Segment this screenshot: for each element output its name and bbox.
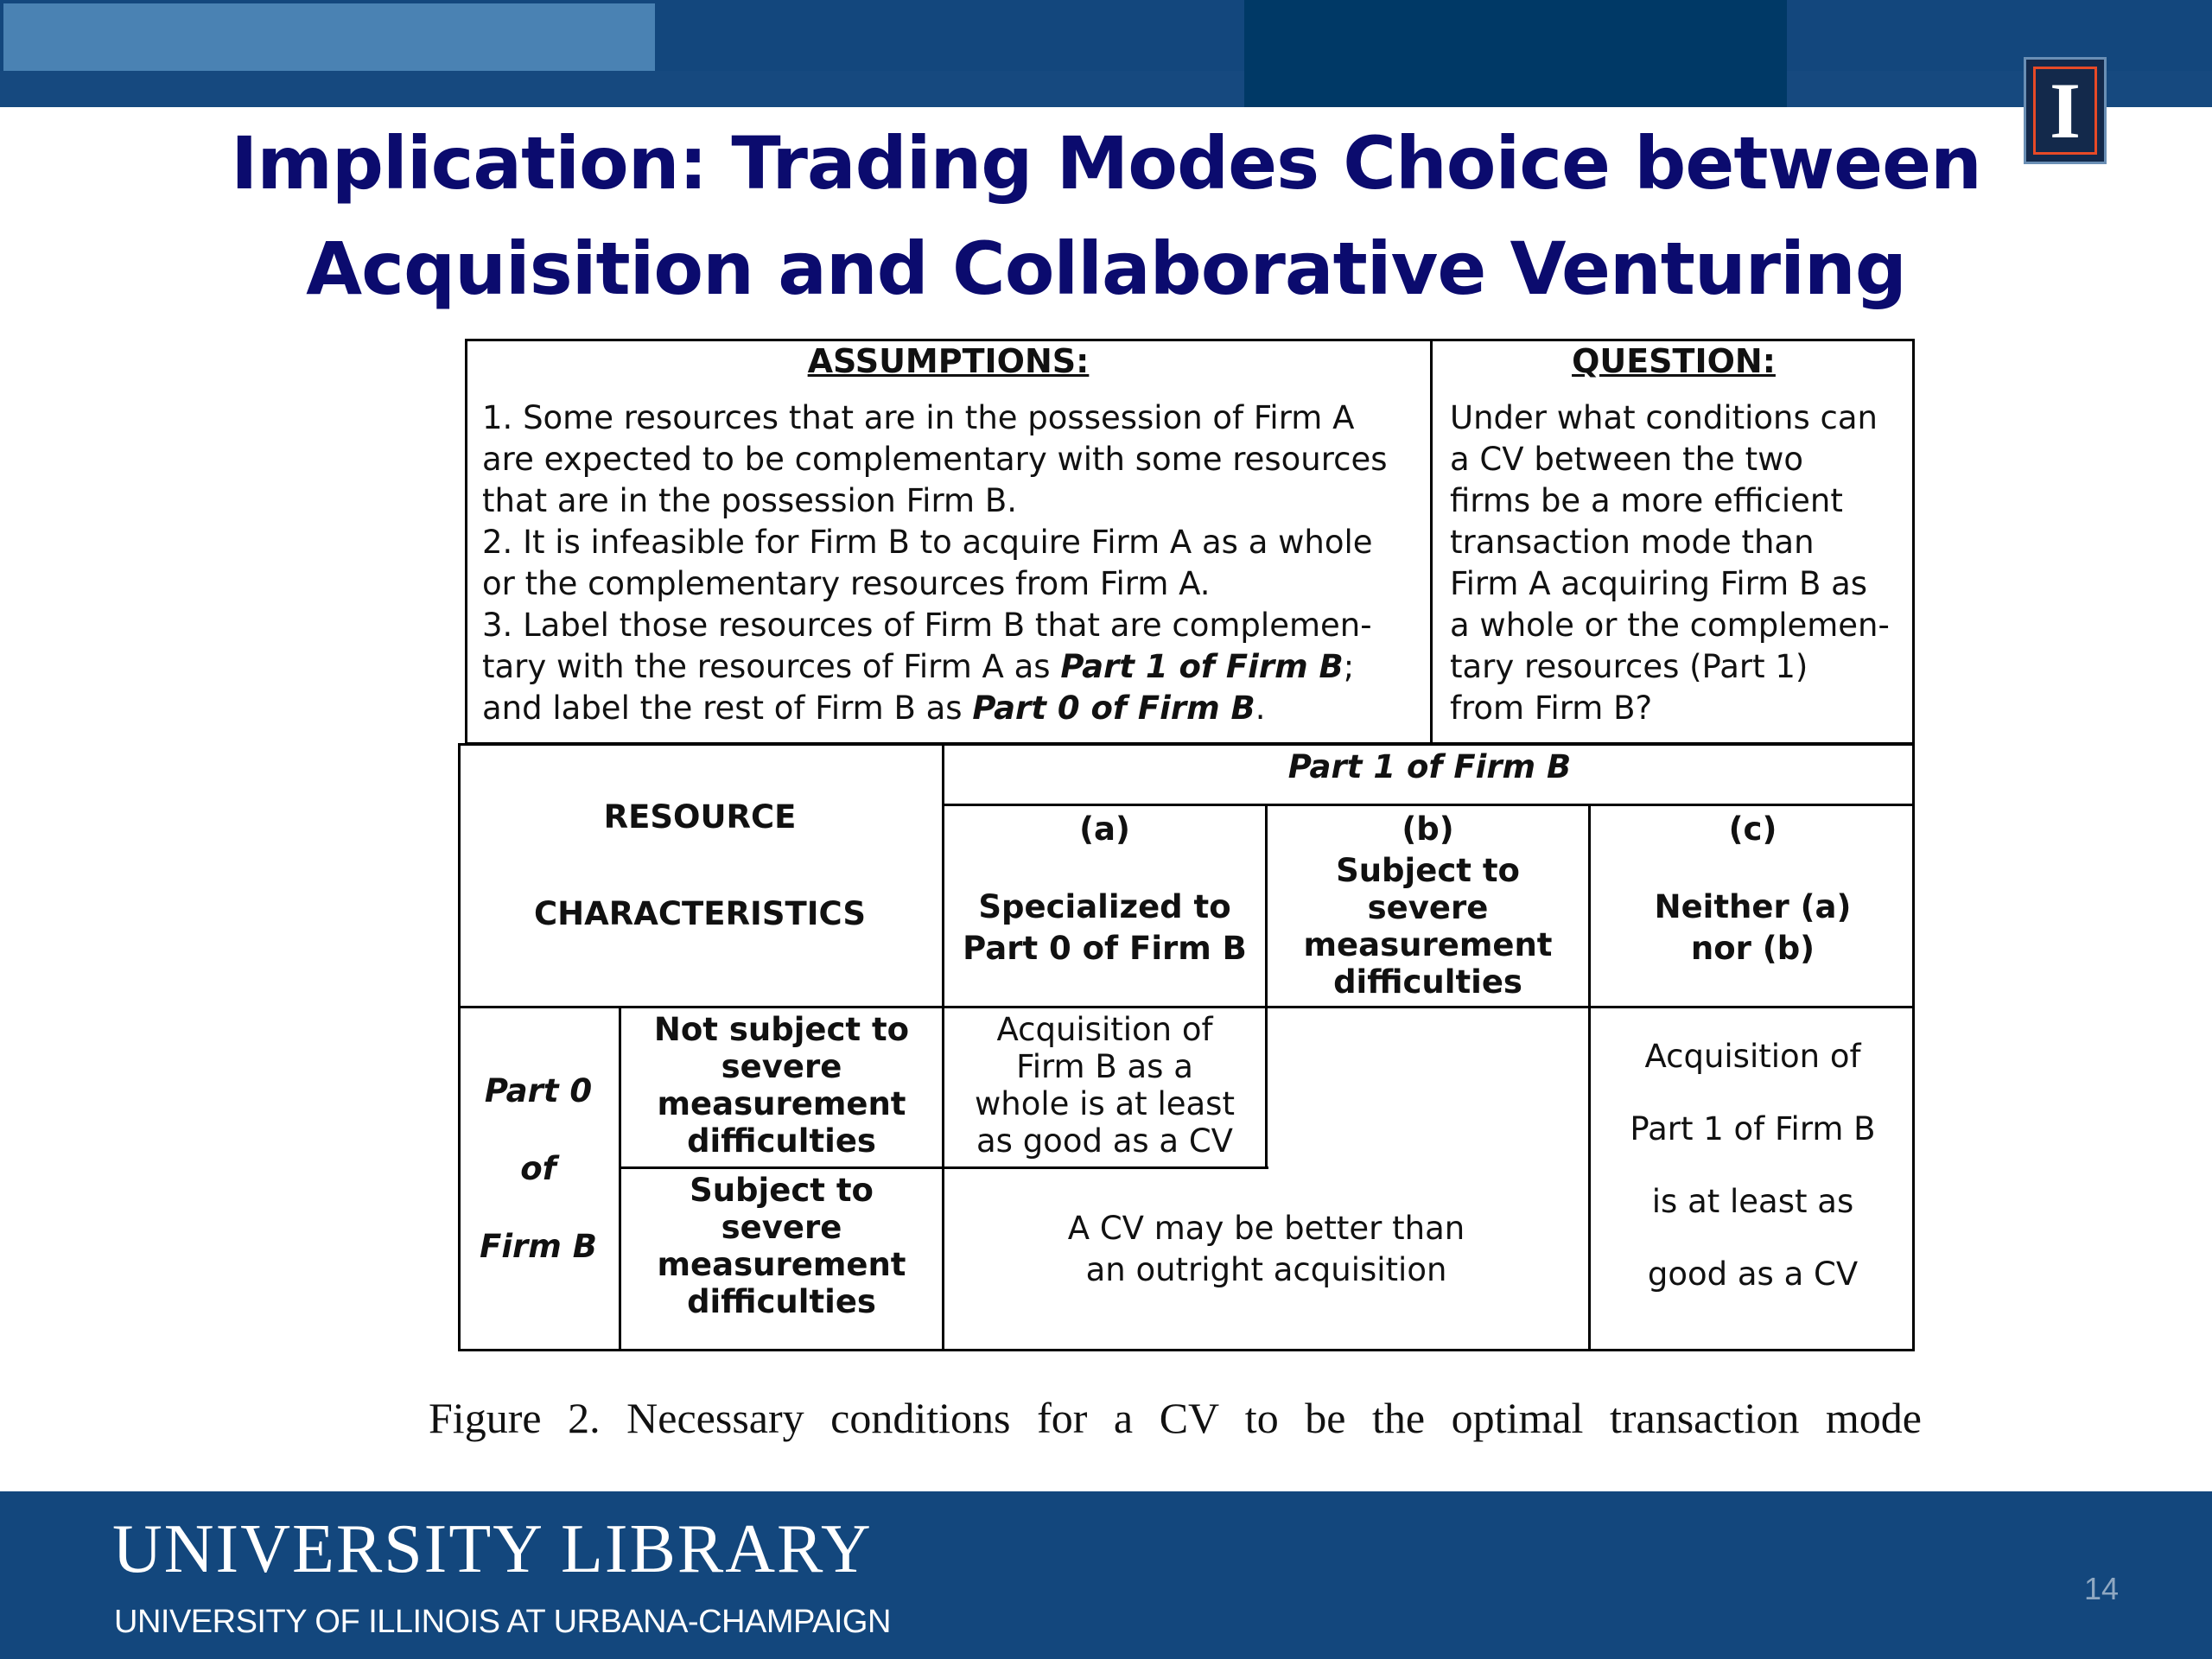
banner-base bbox=[0, 71, 2212, 107]
cell-cv-better: A CV may be better than an outright acquisition bbox=[1067, 1210, 1465, 1288]
title-line-1: Implication: Trading Modes Choice between bbox=[231, 121, 1981, 206]
banner-light-segment bbox=[3, 3, 655, 71]
resource-label: RESOURCE bbox=[603, 798, 797, 836]
top-banner bbox=[0, 0, 2212, 107]
assumption-1: 1. Some resources that are in the possession of Firm A are expected to be complementary with some resources that are in the possession Firm B. bbox=[482, 399, 1388, 519]
footer-banner bbox=[0, 1491, 2212, 1659]
assumption-3-text-c: ; and label the rest of Firm B as bbox=[482, 648, 1355, 727]
assumption-3 bbox=[482, 605, 1429, 729]
library-name: UNIVERSITY LIBRARY bbox=[112, 1511, 873, 1587]
question-header: QUESTION: bbox=[1572, 342, 1776, 380]
assumptions-header: ASSUMPTIONS: bbox=[807, 342, 1090, 380]
col-b-label: Subject to severe measurement difficulties bbox=[1303, 852, 1553, 1001]
banner-dark-segment bbox=[1244, 0, 1787, 107]
col-a-label: Specialized to Part 0 of Firm B bbox=[963, 888, 1247, 967]
characteristics-label: CHARACTERISTICS bbox=[534, 895, 866, 932]
assumption-2: 2. It is infeasible for Firm B to acquire Firm A as a whole or the complementary resources from Firm A. bbox=[482, 524, 1373, 602]
col-c-letter: (c) bbox=[1728, 810, 1777, 848]
row-group-label: Part 0 of Firm B bbox=[480, 1072, 597, 1265]
assumption-3-part0: Part 0 of Firm B bbox=[972, 690, 1255, 727]
assumption-3-part1: Part 1 of Firm B bbox=[1060, 648, 1344, 685]
logo-letter: I bbox=[2033, 67, 2097, 155]
part1-header: Part 1 of Firm B bbox=[1287, 748, 1572, 785]
assumption-3-text-e: . bbox=[1255, 690, 1266, 727]
figure-caption: Figure 2. Necessary conditions for a CV to be the optimal transaction mode bbox=[429, 1394, 1922, 1442]
university-name: UNIVERSITY OF ILLINOIS AT URBANA-CHAMPAIGN bbox=[114, 1604, 891, 1640]
col-a-letter: (a) bbox=[1079, 810, 1130, 848]
row2-label: Subject to severe measurement difficulties bbox=[657, 1172, 906, 1320]
divider bbox=[458, 1006, 1915, 1008]
row1-label: Not subject to severe measurement difficulties bbox=[653, 1011, 910, 1160]
col-b-letter: (b) bbox=[1402, 810, 1454, 848]
page-number: 14 bbox=[2083, 1571, 2119, 1606]
divider bbox=[619, 1166, 1268, 1169]
assumption-3-text-a: 3. Label those resources of Firm B that are complemen- tary with the resources of Firm A as bbox=[482, 607, 1372, 685]
cell-acquisition-firm-b: Acquisition of Firm B as a whole is at least as good as a CV bbox=[975, 1011, 1235, 1160]
question-text: Under what conditions can a CV between the two firms be a more efficient transaction mode than Firm A acquiring Firm B as a whole or the complemen- tary resources (Part 1) from Firm B? bbox=[1450, 399, 1890, 727]
divider bbox=[942, 804, 1915, 806]
title-line-2: Acquisition and Collaborative Venturing bbox=[306, 226, 1906, 311]
divider bbox=[1265, 1006, 1268, 1169]
cell-acquisition-part1: Acquisition of Part 1 of Firm B is at least as good as a CV bbox=[1630, 1038, 1876, 1293]
divider bbox=[1430, 339, 1433, 745]
figure-table bbox=[458, 337, 1915, 1351]
col-c-label: Neither (a) nor (b) bbox=[1654, 888, 1852, 967]
slide-title bbox=[173, 111, 2039, 321]
